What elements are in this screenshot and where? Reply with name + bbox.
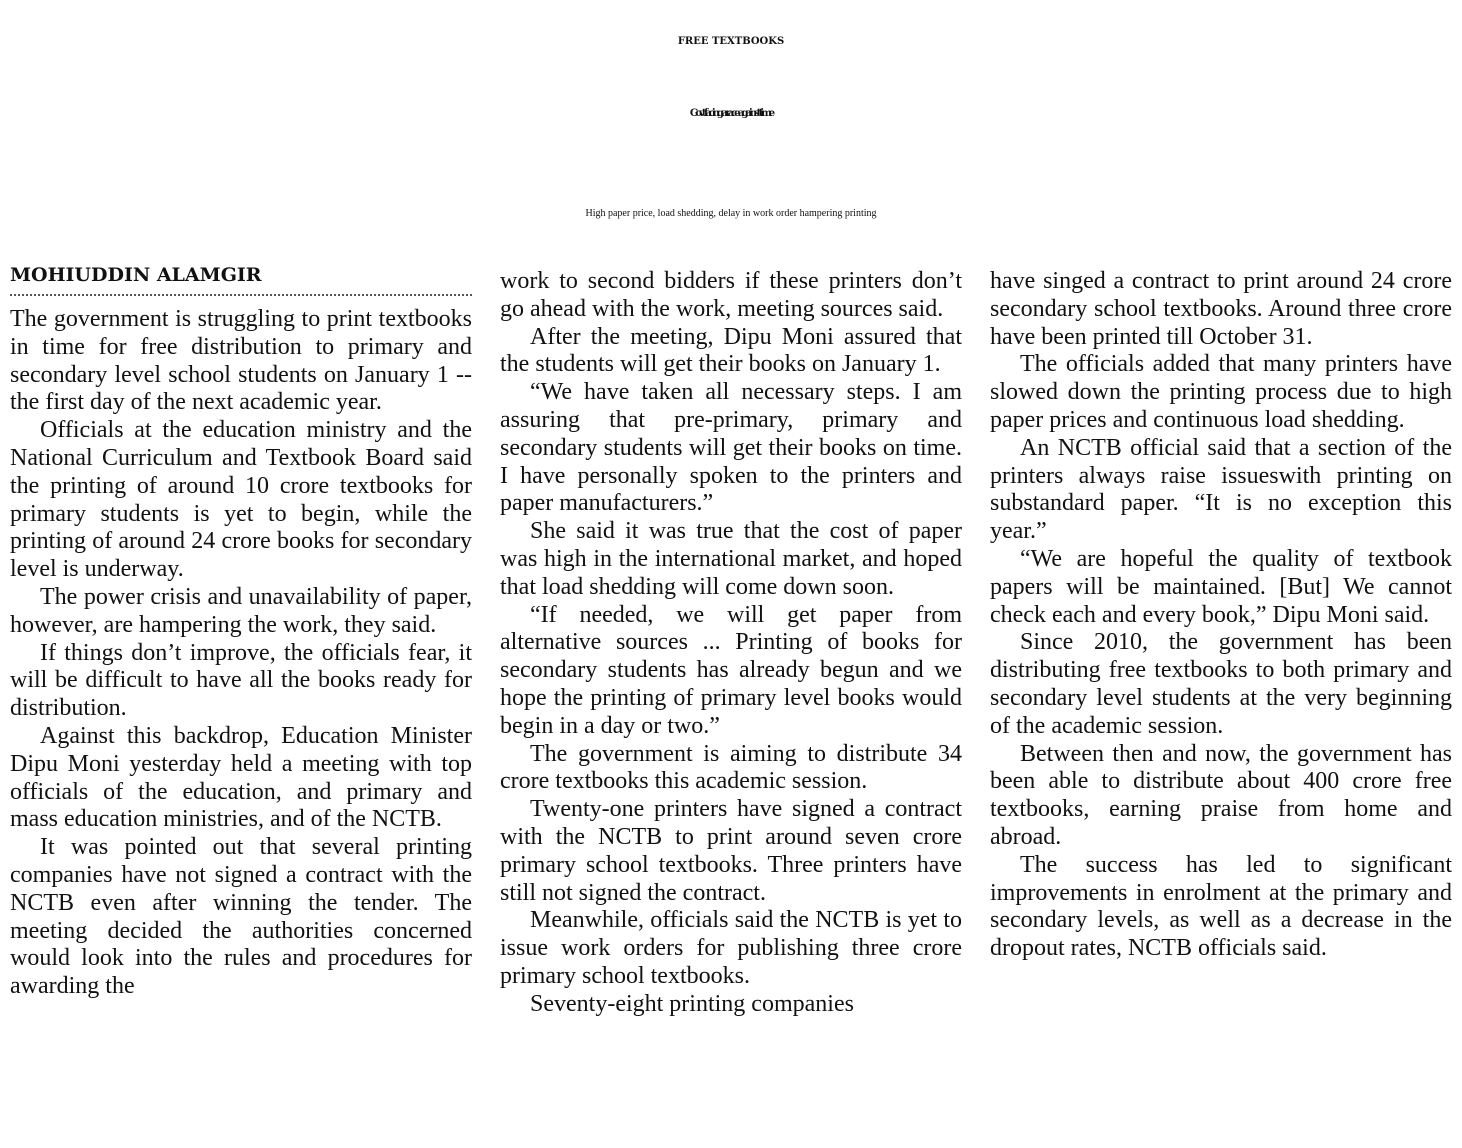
paragraph: Meanwhile, officials said the NCTB is yet to issue work orders for publishing three crore primary school textbooks. <box>500 907 962 989</box>
paragraph: Officials at the education ministry and the National Curriculum and Textbook Board said the printing of around 10 crore textbooks for primary students is yet to begin, while the printing of around 24 crore books for secondary level is underway. <box>10 417 472 583</box>
paragraph: After the meeting, Dipu Moni assured that the students will get their books on January 1. <box>500 323 962 378</box>
column-2 <box>500 268 962 1019</box>
paragraph: Twenty-one printers have signed a contract with the NCTB to print around seven crore primary school textbooks. Three printers have still not signed the contract. <box>500 796 962 906</box>
paragraph: An NCTB official said that a section of the printers always raise issueswith printing on substandard paper. “It is no exception this year.” <box>990 434 1452 545</box>
paragraph: The government is struggling to print textbooks in time for free distribution to primary and secondary level school students on January 1 -- the first day of the next academic year. <box>10 306 472 416</box>
headline: Govt facing a race against time <box>689 108 773 119</box>
paragraph: work to second bidders if these printers don’t go ahead with the work, meeting sources said. <box>500 268 962 322</box>
paragraph: “We are hopeful the quality of textbook papers will be maintained. [But] We cannot check each and every book,” Dipu Moni said. <box>990 545 1452 628</box>
paragraph: “If needed, we will get paper from alternative sources ... Printing of books for secondary students has already begun and we hope the printing of primary level books would begin in a day or two.” <box>500 601 962 739</box>
paragraph: have singed a contract to print around 24 crore secondary school textbooks. Around three crore have been printed till October 31. <box>990 268 1452 350</box>
paragraph: The success has led to significant improvements in enrolment at the primary and secondary levels, as well as a decrease in the dropout rates, NCTB officials said. <box>990 851 1452 962</box>
paragraph: The power crisis and unavailability of paper, however, are hampering the work, they said. <box>10 583 472 638</box>
kicker: FREE TEXTBOOKS <box>677 36 785 47</box>
paragraph: Against this backdrop, Education Minister Dipu Moni yesterday held a meeting with top officials of the education, and primary and mass education ministries, and of the NCTB. <box>10 722 472 833</box>
paragraph: The officials added that many printers have slowed down the printing process due to high paper prices and continuous load shedding. <box>990 351 1452 433</box>
paragraph: Seventy-eight printing companies <box>530 990 854 1017</box>
paragraph: If things don’t improve, the officials fear, it will be difficult to have all the books ready for distribution. <box>10 639 472 722</box>
paragraph: Since 2010, the government has been distributing free textbooks to both primary and secondary level students at the very beginning of the academic session. <box>990 629 1452 739</box>
byline: MOHIUDDIN ALAMGIR <box>10 264 472 296</box>
paragraph: It was pointed out that several printing companies have not signed a contract with the NCTB even after winning the tender. The meeting decided the authorities concerned would look into the rules and procedures for awarding the <box>10 834 472 1000</box>
column-3 <box>990 268 1452 963</box>
column-1 <box>10 264 472 1001</box>
subheadline: High paper price, load shedding, delay in work order hampering printing <box>585 208 877 219</box>
paragraph: The government is aiming to distribute 34 crore textbooks this academic session. <box>500 740 962 795</box>
paragraph: “We have taken all necessary steps. I am assuring that pre-primary, primary and secondary students will get their books on time. I have personally spoken to the printers and paper manufacturers.” <box>500 379 962 517</box>
paragraph: She said it was true that the cost of paper was high in the international market, and hoped that load shedding will come down soon. <box>500 518 962 600</box>
paragraph: Between then and now, the government has been able to distribute about 400 crore free textbooks, earning praise from home and abroad. <box>990 740 1452 850</box>
